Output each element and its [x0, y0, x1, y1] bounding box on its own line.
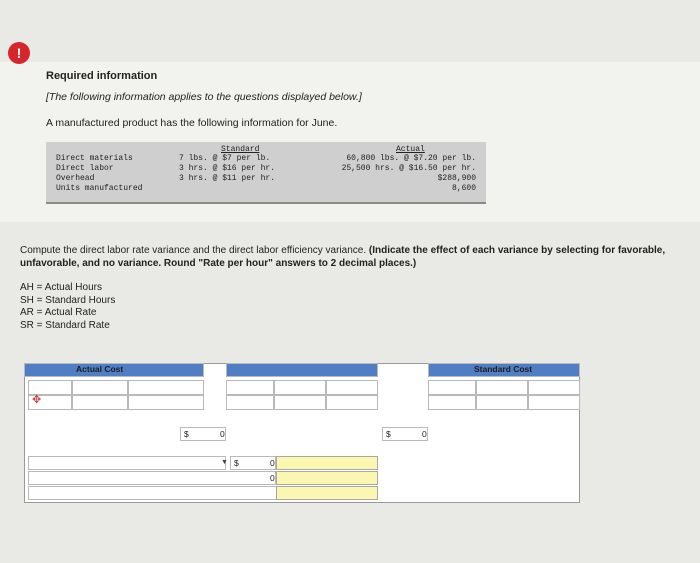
mid-rate-input[interactable]	[326, 380, 378, 395]
info-table	[46, 142, 486, 204]
ah-unit-select[interactable]	[72, 380, 128, 395]
ar-input-2[interactable]	[128, 395, 204, 410]
rate-variance-effect-select[interactable]	[276, 456, 378, 470]
row-actual: 8,600	[451, 184, 476, 193]
row-standard: 7 lbs. @ $7 per lb.	[179, 154, 271, 163]
actual-total-value: 0	[220, 429, 225, 439]
efficiency-variance-value: 0	[270, 473, 275, 483]
instructions-text: Compute the direct labor rate variance and the direct labor efficiency variance.	[20, 245, 369, 256]
rate-variance-label-select[interactable]	[28, 456, 226, 470]
dropdown-arrow-icon[interactable]: ▼	[221, 459, 228, 466]
rate-variance-currency: $	[234, 458, 239, 468]
sh-input-2[interactable]	[428, 395, 476, 410]
sh-input[interactable]	[428, 380, 476, 395]
sh-unit-select-2[interactable]	[476, 395, 528, 410]
efficiency-variance-label-select[interactable]	[28, 471, 276, 485]
required-info-title: Required information	[46, 70, 158, 82]
table-bottom-rule	[46, 202, 486, 204]
total-variance-effect-select[interactable]	[276, 486, 378, 500]
row-label: Direct materials	[56, 154, 133, 163]
row-standard: 3 hrs. @ $11 per hr.	[179, 174, 276, 183]
abbreviation-legend	[20, 282, 115, 332]
sr-input-2[interactable]	[528, 395, 580, 410]
row-label: Overhead	[56, 174, 95, 183]
legend-item: AR = Actual Rate	[20, 307, 97, 318]
sh-unit-select[interactable]	[476, 380, 528, 395]
instructions	[20, 244, 680, 270]
row-label: Direct labor	[56, 164, 114, 173]
ah-input[interactable]	[28, 380, 72, 395]
standard-total-value: 0	[422, 429, 427, 439]
actual-cost-header: Actual Cost	[76, 364, 124, 374]
move-icon[interactable]: ✥	[32, 394, 42, 406]
labels-column	[56, 154, 142, 194]
middle-header-bar	[226, 363, 378, 377]
instructions-bold: (Indicate the effect of each variance by selecting for favorable, unfavorable, and no variance. Round "Rate per hour" answers to 2 decimal places.)	[20, 245, 666, 269]
actual-column	[316, 154, 476, 194]
header-standard: Standard	[221, 145, 260, 154]
ar-input[interactable]	[128, 380, 204, 395]
mid-unit-select[interactable]	[274, 380, 326, 395]
standard-cost-header: Standard Cost	[474, 364, 533, 374]
header-actual: Actual	[396, 145, 425, 154]
actual-total-currency: $	[184, 429, 189, 439]
standard-column	[179, 154, 275, 184]
legend-item: SR = Standard Rate	[20, 319, 110, 331]
exclamation-icon: !	[8, 42, 30, 64]
row-standard: 3 hrs. @ $16 per hr.	[179, 164, 276, 173]
row-actual: $288,900	[437, 174, 476, 183]
required-info-intro: A manufactured product has the following information for June.	[46, 117, 338, 129]
row-actual: 60,800 lbs. @ $7.20 per lb.	[346, 154, 476, 163]
efficiency-variance-effect-select[interactable]	[276, 471, 378, 485]
mid-unit-select-2[interactable]	[274, 395, 326, 410]
variance-worksheet	[24, 363, 580, 503]
row-actual: 25,500 hrs. @ $16.50 per hr.	[341, 164, 476, 173]
legend-item: SH = Standard Hours	[20, 294, 116, 306]
required-info-note: [The following information applies to the questions displayed below.]	[46, 91, 362, 103]
ah-unit-select-2[interactable]	[72, 395, 128, 410]
mid-hours-input[interactable]	[226, 380, 274, 395]
row-label: Units manufactured	[56, 184, 143, 193]
mid-hours-input-2[interactable]	[226, 395, 274, 410]
mid-rate-input-2[interactable]	[326, 395, 378, 410]
legend-item: AH = Actual Hours	[20, 282, 102, 293]
sr-input[interactable]	[528, 380, 580, 395]
standard-total-currency: $	[386, 429, 391, 439]
rate-variance-value: 0	[270, 458, 275, 468]
